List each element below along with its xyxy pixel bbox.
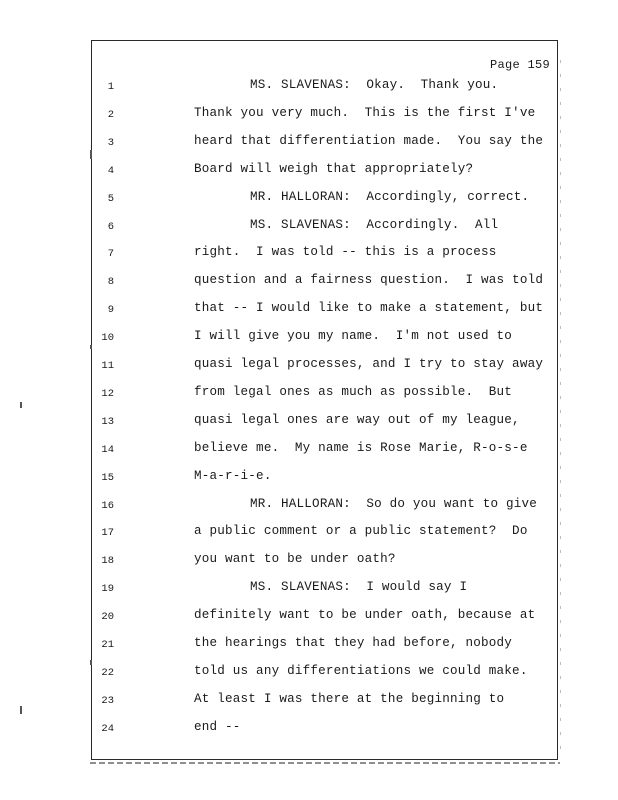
line-text: believe me. My name is Rose Marie, R-o-s-e [194, 440, 528, 455]
line-number: 23 [101, 694, 114, 707]
transcript-line [0, 301, 618, 321]
transcript-line [0, 524, 618, 544]
line-number: 2 [107, 108, 114, 121]
line-text: heard that differentiation made. You say the [194, 133, 544, 148]
line-text: from legal ones as much as possible. But [194, 384, 513, 399]
line-text: MR. HALLORAN: Accordingly, correct. [250, 189, 530, 204]
line-number: 6 [107, 220, 114, 233]
line-text: question and a fairness question. I was told [194, 273, 544, 288]
line-number: 7 [107, 248, 114, 261]
line-number: 11 [101, 360, 114, 372]
right-scan-edge [560, 60, 561, 760]
line-text: Thank you very much. This is the first I've [194, 105, 536, 120]
scan-speck [20, 402, 22, 408]
line-text: told us any differentiations we could make. [194, 663, 528, 678]
transcript-line [0, 497, 618, 517]
transcript-line [0, 134, 618, 154]
transcript-line [0, 636, 618, 656]
transcript-line [0, 273, 618, 293]
line-text: a public comment or a public statement? Do [194, 524, 528, 539]
line-number: 12 [101, 387, 114, 400]
line-text: quasi legal ones are way out of my league, [194, 412, 520, 427]
line-number: 4 [107, 164, 114, 177]
line-number: 21 [101, 639, 114, 651]
line-number: 1 [107, 81, 114, 93]
transcript-line [0, 692, 618, 712]
line-number: 17 [101, 527, 114, 540]
page-number: Page 159 [489, 58, 550, 72]
transcript-line [0, 190, 618, 210]
transcript-line [0, 329, 618, 349]
line-number: 5 [107, 192, 114, 205]
line-number: 13 [101, 415, 114, 428]
transcript-line [0, 106, 618, 126]
line-number: 16 [101, 499, 114, 512]
transcript-line [0, 441, 618, 461]
transcript-line [0, 357, 618, 377]
line-text: end -- [194, 719, 241, 734]
line-number: 20 [101, 611, 114, 624]
transcript-line [0, 162, 618, 182]
scan-speck [90, 345, 92, 349]
transcript-line [0, 218, 618, 238]
line-text: MS. SLAVENAS: Okay. Thank you. [250, 78, 499, 92]
line-number: 8 [107, 276, 114, 289]
line-number: 24 [101, 722, 114, 735]
line-text: M-a-r-i-e. [194, 468, 272, 483]
line-text: definitely want to be under oath, because at [194, 608, 536, 623]
transcript-line [0, 608, 618, 628]
line-text: Board will weigh that appropriately? [194, 161, 474, 176]
line-number: 14 [101, 443, 114, 456]
line-text: that -- I would like to make a statement, but [194, 301, 544, 316]
line-text: the hearings that they had before, nobody [194, 636, 513, 650]
transcript-line [0, 78, 618, 98]
bottom-scan-rule [90, 762, 560, 764]
line-text: MR. HALLORAN: So do you want to give [250, 496, 538, 511]
transcript-line [0, 245, 618, 265]
transcript-line [0, 720, 618, 740]
line-text: MS. SLAVENAS: I would say I [250, 580, 468, 595]
transcript-line [0, 580, 618, 600]
line-text: At least I was there at the beginning to [194, 691, 505, 706]
line-number: 22 [101, 666, 114, 679]
transcript-line [0, 413, 618, 433]
line-number: 3 [107, 136, 114, 149]
transcript-line [0, 385, 618, 405]
line-text: quasi legal processes, and I try to stay away [194, 357, 544, 371]
scan-speck [20, 706, 22, 714]
line-text: MS. SLAVENAS: Accordingly. All [250, 217, 499, 232]
line-number: 19 [101, 583, 114, 596]
line-text: you want to be under oath? [194, 552, 396, 567]
scan-speck [90, 150, 92, 159]
scan-speck [90, 660, 92, 665]
transcript-line [0, 664, 618, 684]
line-number: 18 [101, 555, 114, 568]
line-text: I will give you my name. I'm not used to [194, 329, 513, 344]
transcript-line [0, 469, 618, 489]
line-number: 10 [101, 332, 114, 345]
line-number: 9 [107, 304, 114, 317]
line-number: 15 [101, 471, 114, 484]
transcript-line [0, 552, 618, 572]
line-text: right. I was told -- this is a process [194, 245, 497, 260]
